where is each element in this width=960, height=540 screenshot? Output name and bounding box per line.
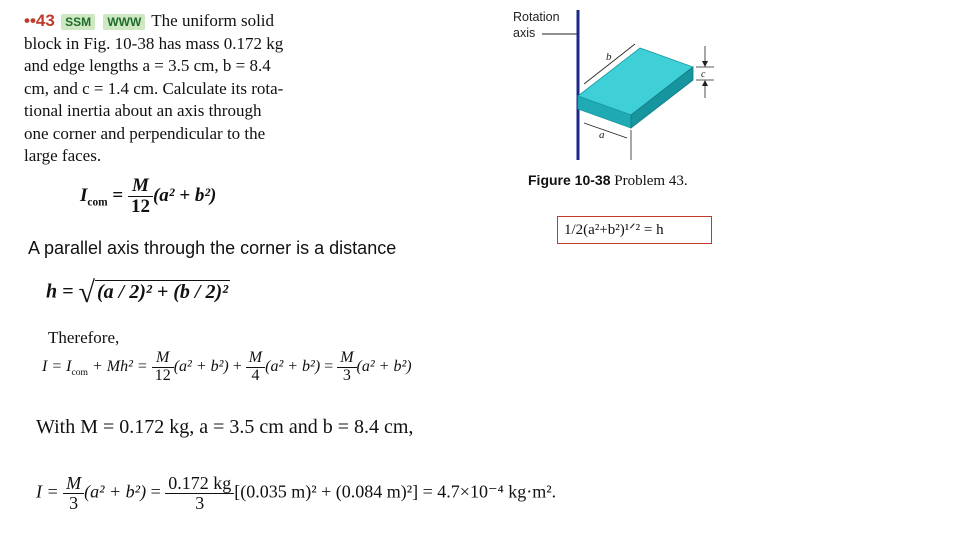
figure-caption-ref: Figure 10-38	[528, 172, 611, 188]
rotation-axis-label-2: axis	[513, 26, 536, 40]
problem-text-line: tional inertia about an axis through	[24, 101, 262, 120]
given-values-text: With M = 0.172 kg, a = 3.5 cm and b = 8.4 cm,	[36, 416, 414, 438]
final-fraction-mass-3: $\frac{0.172 kg}{3}$	[165, 474, 234, 513]
problem-text-line: and edge lengths a = 3.5 cm, b = 8.4	[24, 56, 271, 75]
h-equation	[46, 276, 230, 310]
problem-text-line: block in Fig. 10-38 has mass 0.172 kg	[24, 33, 284, 53]
final-paren: (a² + b²)	[84, 481, 147, 502]
problem-text-line: cm, and c = 1.4 cm. Calculate its rota-	[24, 78, 284, 98]
parallel-axis-text: A parallel axis through the corner is a distance	[28, 238, 397, 258]
fraction-m-12: $\frac{M}{12}$	[152, 350, 174, 385]
paren-term-3: (a² + b²)	[356, 357, 412, 375]
c-arrowhead-top	[702, 61, 708, 67]
paren-term-1: (a² + b²)	[173, 357, 229, 375]
a-dimension-line	[584, 123, 627, 138]
h-radicand: (a / 2)² + (b / 2)²	[97, 280, 229, 303]
h-annotation-box	[557, 216, 712, 244]
fraction-m-3: $\frac{M}{3}$	[337, 350, 356, 385]
problem-number: ••43	[24, 11, 55, 30]
final-result: [(0.035 m)² + (0.084 m)²] = 4.7×10⁻⁴ kg·m².	[234, 481, 557, 502]
a-label: a	[599, 129, 605, 141]
inertia-equation: $I = I_{com} + Mh^2$ = $\frac{M}{12}$ (a² + b²) + $\frac{M}{4}$ (a² + b²) = $\frac{M}{3}$ (a² + b²)	[42, 349, 412, 384]
problem-text-line: large faces.	[24, 146, 102, 165]
www-badge: WWW	[103, 14, 145, 30]
fraction-m-4: $\frac{M}{4}$	[246, 350, 265, 385]
c-arrowhead-bottom	[702, 80, 708, 86]
figure-caption	[528, 172, 688, 190]
inertia-mh: + Mh² =	[87, 357, 152, 375]
inertia-com-subscript: com	[71, 367, 88, 379]
h-annotation-text: 1/2(a²+b²)¹ᐟ² = h	[564, 222, 664, 238]
final-lhs: I =	[36, 481, 64, 502]
icom-paren: (a² + b²)	[152, 184, 217, 206]
final-fraction-m-3: $\frac{M}{3}$	[63, 474, 84, 513]
block-figure	[500, 4, 730, 169]
icom-subscript: com	[87, 196, 108, 209]
problem-text-line: The uniform solid	[151, 11, 275, 30]
icom-equation: $I_{com}$ = $\frac{M}{12}$ (a² + b²)	[80, 175, 217, 217]
inertia-lhs: I = I	[42, 357, 72, 375]
ssm-badge: SSM	[61, 14, 95, 30]
problem-statement	[24, 10, 324, 168]
rotation-axis-label: Rotation	[513, 10, 560, 24]
sqrt-sign: √	[78, 276, 95, 309]
problem-text-line: one corner and perpendicular to the	[24, 123, 266, 143]
therefore-text: Therefore,	[48, 328, 120, 347]
problem-line-1	[24, 10, 324, 33]
paren-term-2: (a² + b²)	[265, 357, 321, 375]
icom-symbol: I	[80, 184, 88, 206]
figure-caption-text: Problem 43.	[614, 173, 688, 189]
c-label: c	[701, 69, 706, 80]
b-label: b	[606, 51, 612, 63]
final-equation: I = $\frac{M}{3}$ (a² + b²) = $\frac{0.172 kg}{3}$ [(0.035 m)² + (0.084 m)²] = 4.7×10⁻⁴ kg·m².	[36, 473, 557, 513]
h-lhs: h =	[46, 280, 79, 303]
icom-fraction: $\frac{M}{12}$	[128, 176, 153, 217]
